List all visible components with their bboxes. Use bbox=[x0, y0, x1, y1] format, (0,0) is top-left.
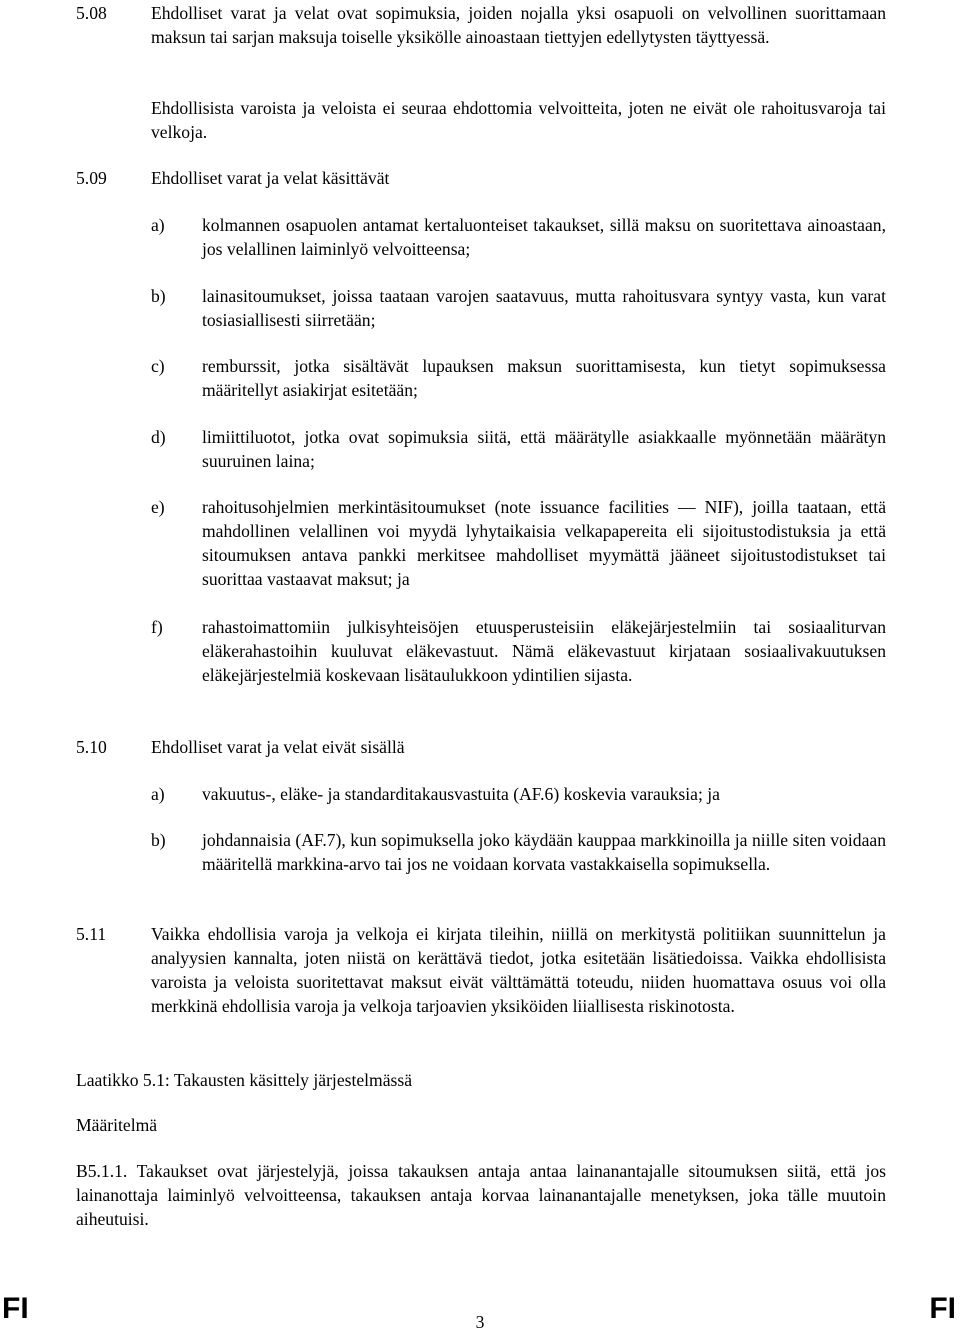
box-subtitle: Määritelmä bbox=[76, 1115, 158, 1135]
list-text: lainasitoumukset, joissa taataan varojen saatavuus, mutta rahoitusvara syntyy vasta, kun varat tosiasiallisesti siirretään; bbox=[202, 286, 886, 330]
list-letter: a) bbox=[151, 784, 165, 804]
list-text: rahastoimattomiin julkisyhteisöjen etuusperusteisiin eläkejärjestelmiin tai sosiaaliturvan eläkerahastoihin kuuluvat eläkevastuut. Nämä eläkevastuut kirjataan sosiaalivakuutuksen eläkejärjestelmiä koskevaan lisätaulukkoon ydintilien sijasta. bbox=[202, 617, 886, 685]
section-heading: Ehdolliset varat ja velat käsittävät bbox=[151, 168, 390, 188]
paragraph: Ehdolliset varat ja velat ovat sopimuksia, joiden nojalla yksi osapuoli on velvollinen suorittamaan maksun tai sarjan maksuja toiselle yksikölle ainoastaan tiettyjen edellytysten täyttyessä. bbox=[151, 3, 886, 47]
list-text: remburssit, jotka sisältävät lupauksen maksun suorittamisesta, kun tietyt sopimuksessa määritellyt asiakirjat esitetään; bbox=[202, 356, 886, 400]
list-letter: b) bbox=[151, 830, 166, 850]
box-title: Laatikko 5.1: Takausten käsittely järjestelmässä bbox=[76, 1070, 413, 1090]
list-text: limiittiluotot, jotka ovat sopimuksia siitä, että määrätylle asiakkaalle myönnetään määrätyn suuruinen laina; bbox=[202, 427, 886, 471]
list-letter: f) bbox=[151, 617, 163, 637]
list-text: johdannaisia (AF.7), kun sopimuksella joko käydään kauppaa markkinoilla ja niille siten voidaan määritellä markkina-arvo tai jos ne voidaan korvata vastakkaisella sopimuksella. bbox=[202, 830, 886, 874]
box-paragraph: B5.1.1. Takaukset ovat järjestelyjä, joissa takauksen antaja antaa lainanantajalle sitoumuksen siitä, että jos lainanottaja laiminlyö velvoitteensa, takauksen antaja korvaa lainanantajalle menetyksen, joka tälle muutoin aiheutuisi. bbox=[76, 1161, 886, 1229]
section-number: 5.11 bbox=[76, 924, 107, 944]
section-body: Vaikka ehdollisia varoja ja velkoja ei kirjata tileihin, niillä on merkitystä politiikan suunnittelun ja analyysien kannalta, joten niistä on kerättävä tiedot, jotka esitetään lisätiedoissa. Vaikka ehdollisista varoista ja veloista suoritettavat maksut eivät välttämättä toteudu, niiden huomattava osuus voi olla merkkinä ehdollisia varoja ja velkoja tarjoavien yksiköiden liiallisesta riskinotosta. bbox=[151, 924, 886, 1016]
list-letter: a) bbox=[151, 215, 165, 235]
list-letter: b) bbox=[151, 286, 166, 306]
section-heading: Ehdolliset varat ja velat eivät sisällä bbox=[151, 737, 405, 757]
paragraph: Ehdollisista varoista ja veloista ei seuraa ehdottomia velvoitteita, joten ne eivät ole rahoitusvaroja tai velkoja. bbox=[151, 98, 886, 142]
section-number: 5.09 bbox=[76, 168, 107, 188]
section-number: 5.08 bbox=[76, 3, 107, 23]
page-number: 3 bbox=[475, 1312, 485, 1332]
section-body bbox=[151, 96, 886, 144]
list-letter: c) bbox=[151, 356, 165, 376]
section-body bbox=[151, 1, 886, 49]
footer-language-code-right: FI bbox=[929, 1292, 956, 1325]
section-number: 5.10 bbox=[76, 737, 107, 757]
list-text: kolmannen osapuolen antamat kertaluonteiset takaukset, sillä maksu on suoritettava ainoastaan, jos velallinen laiminlyö velvoitteensa; bbox=[202, 215, 886, 259]
list-text: rahoitusohjelmien merkintäsitoumukset (note issuance facilities — NIF), joilla taataan, että mahdollinen velallinen voi myydä lyhytaikaisia velkapapereita eli sijoitustodistuksia ja että sitoumuksen antava pankki merkitsee mahdolliset myymättä jääneet sijoitustodistukset tai suorittaa vastaavat maksut; ja bbox=[202, 497, 886, 589]
list-letter: e) bbox=[151, 497, 165, 517]
footer-language-code-left: FI bbox=[2, 1292, 29, 1325]
list-text: vakuutus-, eläke- ja standarditakausvastuita (AF.6) koskevia varauksia; ja bbox=[202, 784, 720, 804]
list-letter: d) bbox=[151, 427, 166, 447]
